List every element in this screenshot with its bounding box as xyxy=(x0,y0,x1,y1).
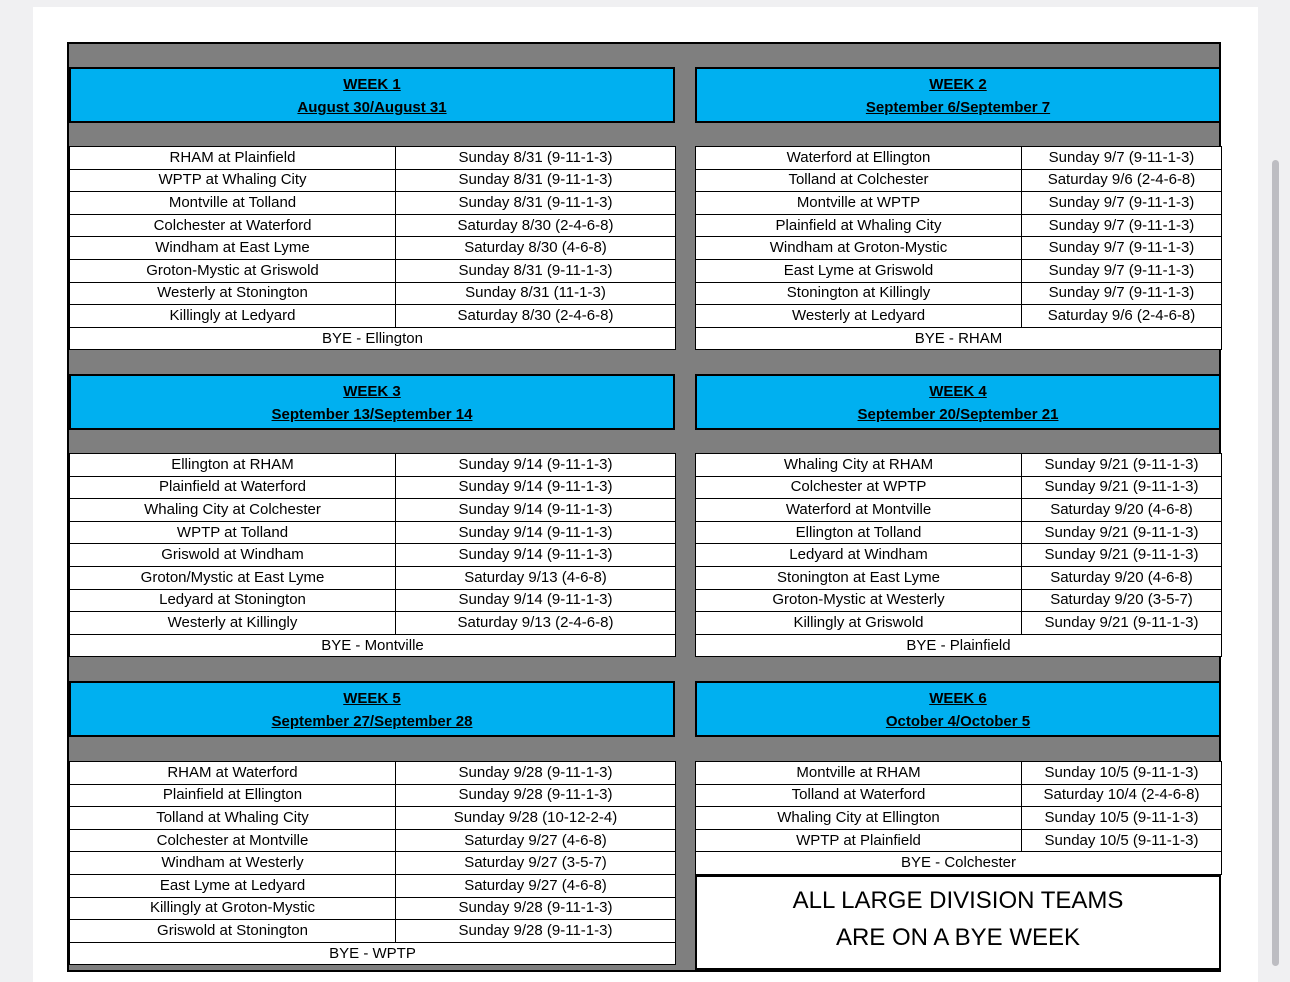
week-header xyxy=(695,681,1221,737)
table-row xyxy=(696,499,1222,522)
table-row xyxy=(696,762,1222,785)
game-time-cell: Saturday 9/20 (3-5-7) xyxy=(1022,589,1222,612)
table-row xyxy=(696,147,1222,170)
week-header xyxy=(695,67,1221,123)
games-table xyxy=(69,453,676,657)
game-time-cell: Saturday 9/27 (3-5-7) xyxy=(396,852,676,875)
game-time-cell: Saturday 8/30 (2-4-6-8) xyxy=(396,305,676,328)
matchup-cell: Groton-Mystic at Westerly xyxy=(696,589,1022,612)
matchup-cell: Montville at WPTP xyxy=(696,192,1022,215)
matchup-cell: Ellington at RHAM xyxy=(70,454,396,477)
bye-row xyxy=(696,852,1222,875)
week-dates: October 4/October 5 xyxy=(885,713,1031,730)
matchup-cell: Groton/Mystic at East Lyme xyxy=(70,566,396,589)
note-line: ARE ON A BYE WEEK xyxy=(835,924,1081,951)
matchup-cell: Westerly at Killingly xyxy=(70,612,396,635)
game-time-cell: Sunday 9/7 (9-11-1-3) xyxy=(1022,259,1222,282)
week-dates: August 30/August 31 xyxy=(297,99,447,116)
table-row xyxy=(70,874,676,897)
matchup-cell: Colchester at Montville xyxy=(70,829,396,852)
table-row xyxy=(70,544,676,567)
game-time-cell: Sunday 9/7 (9-11-1-3) xyxy=(1022,147,1222,170)
bye-cell: BYE - Colchester xyxy=(696,852,1222,875)
game-time-cell: Sunday 9/14 (9-11-1-3) xyxy=(396,589,676,612)
game-time-cell: Saturday 9/20 (4-6-8) xyxy=(1022,499,1222,522)
game-time-cell: Sunday 9/28 (9-11-1-3) xyxy=(396,897,676,920)
matchup-cell: Windham at Groton-Mystic xyxy=(696,237,1022,260)
matchup-cell: RHAM at Waterford xyxy=(70,762,396,785)
bye-row xyxy=(70,634,676,657)
game-time-cell: Sunday 8/31 (11-1-3) xyxy=(396,282,676,305)
matchup-cell: Killingly at Groton-Mystic xyxy=(70,897,396,920)
matchup-cell: Tolland at Waterford xyxy=(696,784,1022,807)
matchup-cell: Waterford at Ellington xyxy=(696,147,1022,170)
table-row xyxy=(696,169,1222,192)
table-row xyxy=(70,305,676,328)
table-row xyxy=(70,476,676,499)
table-row xyxy=(70,499,676,522)
matchup-cell: Whaling City at Colchester xyxy=(70,499,396,522)
game-time-cell: Sunday 9/21 (9-11-1-3) xyxy=(1022,612,1222,635)
games-table xyxy=(695,146,1222,350)
matchup-cell: Westerly at Ledyard xyxy=(696,305,1022,328)
table-row xyxy=(696,612,1222,635)
matchup-cell: Whaling City at RHAM xyxy=(696,454,1022,477)
game-time-cell: Sunday 10/5 (9-11-1-3) xyxy=(1022,807,1222,830)
table-row xyxy=(70,784,676,807)
week-header xyxy=(69,67,675,123)
table-row xyxy=(70,214,676,237)
matchup-cell: Stonington at Killingly xyxy=(696,282,1022,305)
table-row xyxy=(70,612,676,635)
game-time-cell: Sunday 9/14 (9-11-1-3) xyxy=(396,544,676,567)
week-title: WEEK 5 xyxy=(343,690,401,707)
matchup-cell: Montville at RHAM xyxy=(696,762,1022,785)
matchup-cell: Plainfield at Ellington xyxy=(70,784,396,807)
table-row xyxy=(696,589,1222,612)
matchup-cell: Killingly at Griswold xyxy=(696,612,1022,635)
vertical-scrollbar[interactable] xyxy=(1272,160,1279,966)
table-row xyxy=(70,237,676,260)
game-time-cell: Saturday 9/27 (4-6-8) xyxy=(396,874,676,897)
matchup-cell: Montville at Tolland xyxy=(70,192,396,215)
matchup-cell: Griswold at Windham xyxy=(70,544,396,567)
table-row xyxy=(696,192,1222,215)
table-row xyxy=(70,807,676,830)
matchup-cell: East Lyme at Griswold xyxy=(696,259,1022,282)
matchup-cell: Colchester at WPTP xyxy=(696,476,1022,499)
game-time-cell: Sunday 10/5 (9-11-1-3) xyxy=(1022,829,1222,852)
table-row xyxy=(70,454,676,477)
bye-cell: BYE - Montville xyxy=(70,634,676,657)
week-title: WEEK 3 xyxy=(343,383,401,400)
table-row xyxy=(70,762,676,785)
week-title: WEEK 2 xyxy=(929,76,987,93)
game-time-cell: Saturday 9/6 (2-4-6-8) xyxy=(1022,305,1222,328)
game-time-cell: Sunday 9/7 (9-11-1-3) xyxy=(1022,282,1222,305)
game-time-cell: Sunday 8/31 (9-11-1-3) xyxy=(396,147,676,170)
table-row xyxy=(696,476,1222,499)
game-time-cell: Saturday 9/27 (4-6-8) xyxy=(396,829,676,852)
bye-cell: BYE - RHAM xyxy=(696,327,1222,350)
table-row xyxy=(696,282,1222,305)
game-time-cell: Sunday 10/5 (9-11-1-3) xyxy=(1022,762,1222,785)
table-row xyxy=(696,521,1222,544)
matchup-cell: Whaling City at Ellington xyxy=(696,807,1022,830)
game-time-cell: Saturday 10/4 (2-4-6-8) xyxy=(1022,784,1222,807)
table-row xyxy=(70,259,676,282)
game-time-cell: Sunday 9/21 (9-11-1-3) xyxy=(1022,521,1222,544)
matchup-cell: WPTP at Plainfield xyxy=(696,829,1022,852)
game-time-cell: Sunday 9/7 (9-11-1-3) xyxy=(1022,237,1222,260)
game-time-cell: Saturday 8/30 (4-6-8) xyxy=(396,237,676,260)
table-row xyxy=(696,305,1222,328)
matchup-cell: Griswold at Stonington xyxy=(70,920,396,943)
game-time-cell: Saturday 9/6 (2-4-6-8) xyxy=(1022,169,1222,192)
game-time-cell: Sunday 9/14 (9-11-1-3) xyxy=(396,521,676,544)
game-time-cell: Sunday 8/31 (9-11-1-3) xyxy=(396,259,676,282)
bye-cell: BYE - Plainfield xyxy=(696,634,1222,657)
bye-row xyxy=(696,634,1222,657)
matchup-cell: WPTP at Tolland xyxy=(70,521,396,544)
table-row xyxy=(70,920,676,943)
table-row xyxy=(696,214,1222,237)
game-time-cell: Sunday 9/28 (10-12-2-4) xyxy=(396,807,676,830)
note-line: ALL LARGE DIVISION TEAMS xyxy=(792,887,1124,914)
table-row xyxy=(696,566,1222,589)
game-time-cell: Sunday 9/21 (9-11-1-3) xyxy=(1022,476,1222,499)
week-title: WEEK 4 xyxy=(929,383,987,400)
bye-cell: BYE - Ellington xyxy=(70,327,676,350)
matchup-cell: Plainfield at Waterford xyxy=(70,476,396,499)
game-time-cell: Sunday 9/14 (9-11-1-3) xyxy=(396,476,676,499)
matchup-cell: Waterford at Montville xyxy=(696,499,1022,522)
matchup-cell: Colchester at Waterford xyxy=(70,214,396,237)
bye-row xyxy=(70,327,676,350)
table-row xyxy=(696,259,1222,282)
table-row xyxy=(696,544,1222,567)
table-row xyxy=(696,454,1222,477)
week-dates: September 27/September 28 xyxy=(271,713,473,730)
matchup-cell: Groton-Mystic at Griswold xyxy=(70,259,396,282)
games-table xyxy=(695,453,1222,657)
bye-row xyxy=(696,327,1222,350)
game-time-cell: Sunday 9/14 (9-11-1-3) xyxy=(396,454,676,477)
game-time-cell: Saturday 9/20 (4-6-8) xyxy=(1022,566,1222,589)
week-dates: September 6/September 7 xyxy=(865,99,1051,116)
matchup-cell: Westerly at Stonington xyxy=(70,282,396,305)
game-time-cell: Sunday 9/28 (9-11-1-3) xyxy=(396,920,676,943)
table-row xyxy=(696,784,1222,807)
game-time-cell: Sunday 9/14 (9-11-1-3) xyxy=(396,499,676,522)
matchup-cell: Ledyard at Stonington xyxy=(70,589,396,612)
week-header xyxy=(69,681,675,737)
table-row xyxy=(70,282,676,305)
table-row xyxy=(70,521,676,544)
game-time-cell: Sunday 9/7 (9-11-1-3) xyxy=(1022,192,1222,215)
matchup-cell: Killingly at Ledyard xyxy=(70,305,396,328)
game-time-cell: Sunday 9/28 (9-11-1-3) xyxy=(396,784,676,807)
game-time-cell: Sunday 8/31 (9-11-1-3) xyxy=(396,192,676,215)
matchup-cell: Windham at Westerly xyxy=(70,852,396,875)
week-title: WEEK 6 xyxy=(929,690,987,707)
week-dates: September 13/September 14 xyxy=(271,406,473,423)
matchup-cell: Windham at East Lyme xyxy=(70,237,396,260)
table-row xyxy=(696,807,1222,830)
matchup-cell: Ledyard at Windham xyxy=(696,544,1022,567)
game-time-cell: Sunday 9/28 (9-11-1-3) xyxy=(396,762,676,785)
game-time-cell: Saturday 8/30 (2-4-6-8) xyxy=(396,214,676,237)
bye-cell: BYE - WPTP xyxy=(70,942,676,965)
game-time-cell: Saturday 9/13 (2-4-6-8) xyxy=(396,612,676,635)
games-table xyxy=(69,146,676,350)
table-row xyxy=(696,237,1222,260)
matchup-cell: Stonington at East Lyme xyxy=(696,566,1022,589)
table-row xyxy=(70,192,676,215)
matchup-cell: RHAM at Plainfield xyxy=(70,147,396,170)
games-table xyxy=(695,761,1222,875)
week-header xyxy=(695,374,1221,430)
table-row xyxy=(70,589,676,612)
table-row xyxy=(70,852,676,875)
bye-row xyxy=(70,942,676,965)
table-row xyxy=(70,147,676,170)
game-time-cell: Sunday 9/21 (9-11-1-3) xyxy=(1022,454,1222,477)
matchup-cell: Tolland at Colchester xyxy=(696,169,1022,192)
matchup-cell: WPTP at Whaling City xyxy=(70,169,396,192)
table-row xyxy=(70,897,676,920)
game-time-cell: Saturday 9/13 (4-6-8) xyxy=(396,566,676,589)
week-title: WEEK 1 xyxy=(343,76,401,93)
game-time-cell: Sunday 8/31 (9-11-1-3) xyxy=(396,169,676,192)
game-time-cell: Sunday 9/7 (9-11-1-3) xyxy=(1022,214,1222,237)
table-row xyxy=(70,169,676,192)
table-row xyxy=(70,829,676,852)
week-header xyxy=(69,374,675,430)
table-row xyxy=(696,829,1222,852)
week-dates: September 20/September 21 xyxy=(857,406,1059,423)
bye-week-note xyxy=(695,875,1221,970)
matchup-cell: Tolland at Whaling City xyxy=(70,807,396,830)
matchup-cell: East Lyme at Ledyard xyxy=(70,874,396,897)
matchup-cell: Ellington at Tolland xyxy=(696,521,1022,544)
game-time-cell: Sunday 9/21 (9-11-1-3) xyxy=(1022,544,1222,567)
games-table xyxy=(69,761,676,965)
table-row xyxy=(70,566,676,589)
matchup-cell: Plainfield at Whaling City xyxy=(696,214,1022,237)
